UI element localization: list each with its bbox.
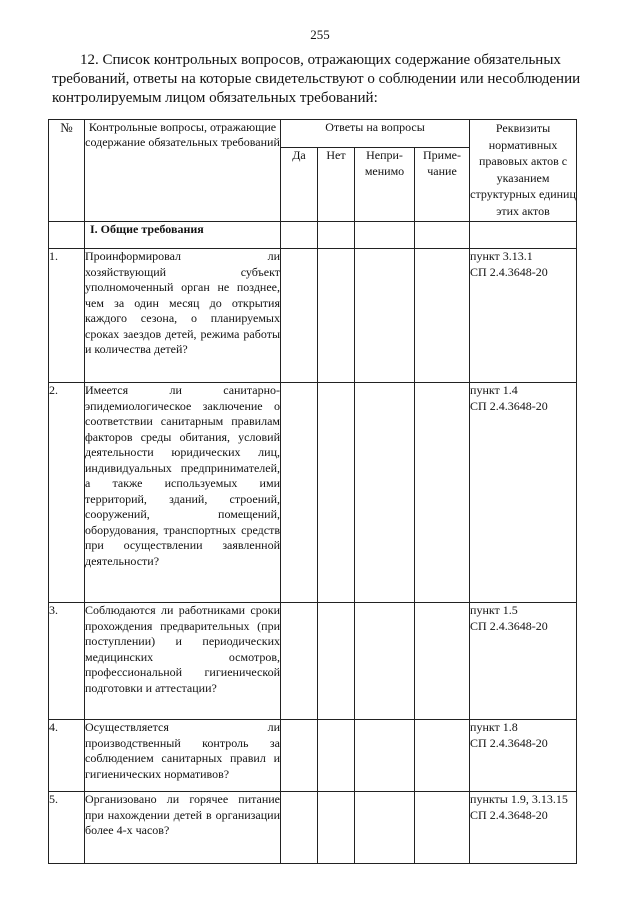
table-row — [49, 792, 577, 864]
row-requisites — [470, 383, 577, 603]
ref-act: СП 2.4.3648-20 — [470, 807, 548, 822]
header-no: Нет — [318, 148, 355, 222]
section-num-cell — [49, 222, 85, 249]
answer-yes-cell[interactable] — [281, 603, 318, 720]
row-question: Соблюдаются ли работниками сроки прохождения предварительных (при поступлении) и периодических медицинских осмотров, профессиональной гигиенической подготовки и аттестации? — [85, 603, 281, 720]
answer-yes-cell[interactable] — [281, 792, 318, 864]
heading-line-1: 12. Список контрольных вопросов, отражающих содержание обязательных — [80, 52, 561, 68]
ref-act: СП 2.4.3648-20 — [470, 618, 548, 633]
ref-clause: пункт 1.8 — [470, 720, 518, 734]
answer-yes-cell[interactable] — [281, 720, 318, 792]
header-number: № — [49, 120, 85, 222]
section-title: I. Общие требования — [85, 222, 281, 249]
answer-no-cell[interactable] — [318, 383, 355, 603]
header-note-line-2: чание — [427, 163, 457, 178]
heading-line-2: требований, ответы на которые свидетельствуют о соблюдении или несоблюдении — [52, 71, 581, 87]
header-yes: Да — [281, 148, 318, 222]
ref-clause: пункт 3.13.1 — [470, 249, 533, 263]
ref-clause: пункты 1.9, 3.13.15 — [470, 792, 568, 806]
answer-na-cell[interactable] — [355, 720, 415, 792]
ref-act: СП 2.4.3648-20 — [470, 398, 548, 413]
row-requisites — [470, 249, 577, 383]
header-note-line-1: Приме- — [423, 148, 462, 162]
header-note — [415, 148, 470, 222]
row-question: Организовано ли горячее питание при нахождении детей в организации более 4-х часов? — [85, 792, 281, 864]
page-number: 255 — [310, 27, 330, 42]
header-answers: Ответы на вопросы — [281, 120, 470, 148]
answer-yes-cell[interactable] — [281, 249, 318, 383]
ref-clause: пункт 1.5 — [470, 603, 518, 617]
answer-no-cell[interactable] — [318, 720, 355, 792]
table-row — [49, 249, 577, 383]
table-row — [49, 383, 577, 603]
row-requisites — [470, 603, 577, 720]
row-requisites — [470, 792, 577, 864]
row-number: 3. — [49, 603, 85, 720]
row-requisites — [470, 720, 577, 792]
header-not-applicable — [355, 148, 415, 222]
answer-no-cell[interactable] — [318, 792, 355, 864]
answer-no-cell[interactable] — [318, 249, 355, 383]
answer-na-cell[interactable] — [355, 249, 415, 383]
answer-na-cell[interactable] — [355, 792, 415, 864]
row-number: 4. — [49, 720, 85, 792]
row-number: 5. — [49, 792, 85, 864]
checklist-table — [48, 119, 577, 864]
ref-act: СП 2.4.3648-20 — [470, 735, 548, 750]
header-question: Контрольные вопросы, отражающие содержание обязательных требований — [85, 120, 281, 222]
table-row — [49, 603, 577, 720]
answer-note-cell[interactable] — [415, 792, 470, 864]
answer-yes-cell[interactable] — [281, 383, 318, 603]
answer-no-cell[interactable] — [318, 603, 355, 720]
header-na-line-1: Непри- — [366, 148, 403, 162]
answer-note-cell[interactable] — [415, 720, 470, 792]
table-row — [49, 720, 577, 792]
section-row — [49, 222, 577, 249]
answer-note-cell[interactable] — [415, 383, 470, 603]
ref-act: СП 2.4.3648-20 — [470, 264, 548, 279]
ref-clause: пункт 1.4 — [470, 383, 518, 397]
answer-na-cell[interactable] — [355, 383, 415, 603]
row-number: 1. — [49, 249, 85, 383]
heading-line-3: контролируемым лицом обязательных требований: — [52, 90, 378, 106]
list-heading — [52, 51, 582, 108]
answer-note-cell[interactable] — [415, 249, 470, 383]
header-requisites: Реквизиты нормативных правовых актов с указанием структурных единиц этих актов — [470, 120, 577, 222]
header-na-line-2: менимо — [364, 163, 405, 178]
row-question: Осуществляется ли производственный контроль за соблюдением санитарных правил и гигиенических нормативов? — [85, 720, 281, 792]
row-number: 2. — [49, 383, 85, 603]
row-question: Проинформировал ли хозяйствующий субъект уполномоченный орган не позднее, чем за один месяц до открытия каждого сезона, о планируемых сроках заездов детей, режима работы и количества детей? — [85, 249, 281, 383]
answer-note-cell[interactable] — [415, 603, 470, 720]
row-question: Имеется ли санитарно-эпидемиологическое заключение о соответствии санитарным правилам факторов среды обитания, условий деятельности юридических лиц, индивидуальных предпринимателей, а также используемых ими территорий, зданий, строений, сооружений, помещений, оборудования, транспортных средств при осуществлении заявленной деятельности? — [85, 383, 281, 603]
answer-na-cell[interactable] — [355, 603, 415, 720]
